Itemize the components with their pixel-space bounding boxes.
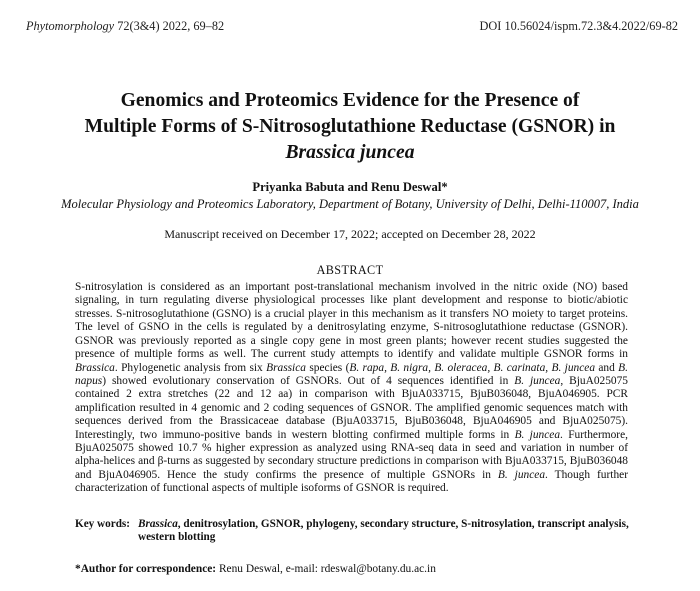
keywords-list [138,518,635,544]
keywords [75,518,635,544]
journal-citation [26,19,224,34]
abstract-text: S-nitrosylation is considered as an important post-translational mechanism involved in the nitric oxide (NO) based signaling, in turn regulating diverse physiological processes like plant development and response to biotic/abiotic stresses. S-nitrosoglutathione (GSNO) is a crucial player in this mechanism as it transfers NO moiety to target proteins. The level of GSNO in the cells is regulated by a denitrosylating enzyme, S-nitrosoglutathione reductase (GSNOR). GSNOR was previously reported as a single copy gene in most green plants; however recent studies suggested the presence of multiple forms as well. The current study attempts to identify and validate multiple GSNOR forms in [75,281,628,361]
keywords-rest: , denitrosylation, GSNOR, phylogeny, secondary structure, S-nitrosylation, transcript analysis, western blotting [138,518,629,543]
manuscript-dates: Manuscript received on December 17, 2022; accepted on December 28, 2022 [164,227,536,241]
affiliation: Molecular Physiology and Proteomics Laboratory, Department of Botany, University of Delhi, Delhi-110007, India [61,197,639,211]
abstract-body [75,281,628,496]
abstract-italic-term: Brassica [266,361,306,374]
abstract-italic-term: B. juncea [514,374,561,387]
title-line-2: Multiple Forms of S-Nitrosoglutathione Reductase (GSNOR) in [84,116,616,137]
abstract-italic-term: Brassica [75,361,115,374]
doi: DOI 10.56024/ispm.72.3&4.2022/69-82 [479,19,678,33]
keyword-brassica: Brassica [138,518,178,530]
abstract-text: . Furthermore, BjuA025075 showed 10.7 % higher expression as analyzed using RNA-seq data in seed and variation in number of alpha-helices and β-turns as suggested by secondary structure predictions in comparison with BjuA033715, BjuB036048 and BjuA046905. Hence the study confirms the presence of multiple GSNORs in [75,428,628,481]
correspondence-contact: Renu Deswal, e-mail: rdeswal@botany.du.ac.in [216,563,436,575]
keywords-label: Key words: [75,518,130,530]
journal-volume: 72(3&4) 2022, 69–82 [117,19,225,33]
abstract-text: ) showed evolutionary conservation of GSNORs. Out of 4 sequences identified in [102,374,515,387]
abstract-italic-term: B. juncea [497,468,546,481]
abstract-text: . Though further characterization of functional aspects of multiple isoforms of GSNOR is required. [75,468,628,495]
authors: Priyanka Babuta and Renu Deswal* [252,180,448,194]
abstract-text: , BjuA025075 contained 2 extra stretches (22 and 12 aa) in comparison with BjuA033715, BjuB036048, BjuA046905. PCR amplification resulted in 4 genomic and 2 coding sequences of GSNOR. The amplified genomic sequences match with sequences derived from the Brassicaceae database (BjuA033715, BjuB036048, BjuA046905 and BjuA025075). Interestingly, two immuno-positive bands in western blotting confirmed multiple forms in [75,374,629,441]
abstract-heading: ABSTRACT [316,263,384,277]
abstract-text: and [595,361,619,374]
abstract-italic-term: B. rapa, B. nigra, B. oleracea, B. carinata, B. juncea [349,361,596,374]
journal-name: Phytomorphology [26,19,115,33]
correspondence [75,563,436,575]
abstract-text: . Phylogenetic analysis from six [114,361,267,374]
correspondence-label: *Author for correspondence: [75,563,217,575]
title-line-1: Genomics and Proteomics Evidence for the Presence of [120,90,580,111]
paper-title [30,88,670,166]
title-line-3: Brassica juncea [285,142,415,163]
abstract-italic-term: B. napus [75,361,628,387]
abstract-italic-term: B. juncea [514,428,561,441]
abstract-text: species ( [305,361,350,374]
